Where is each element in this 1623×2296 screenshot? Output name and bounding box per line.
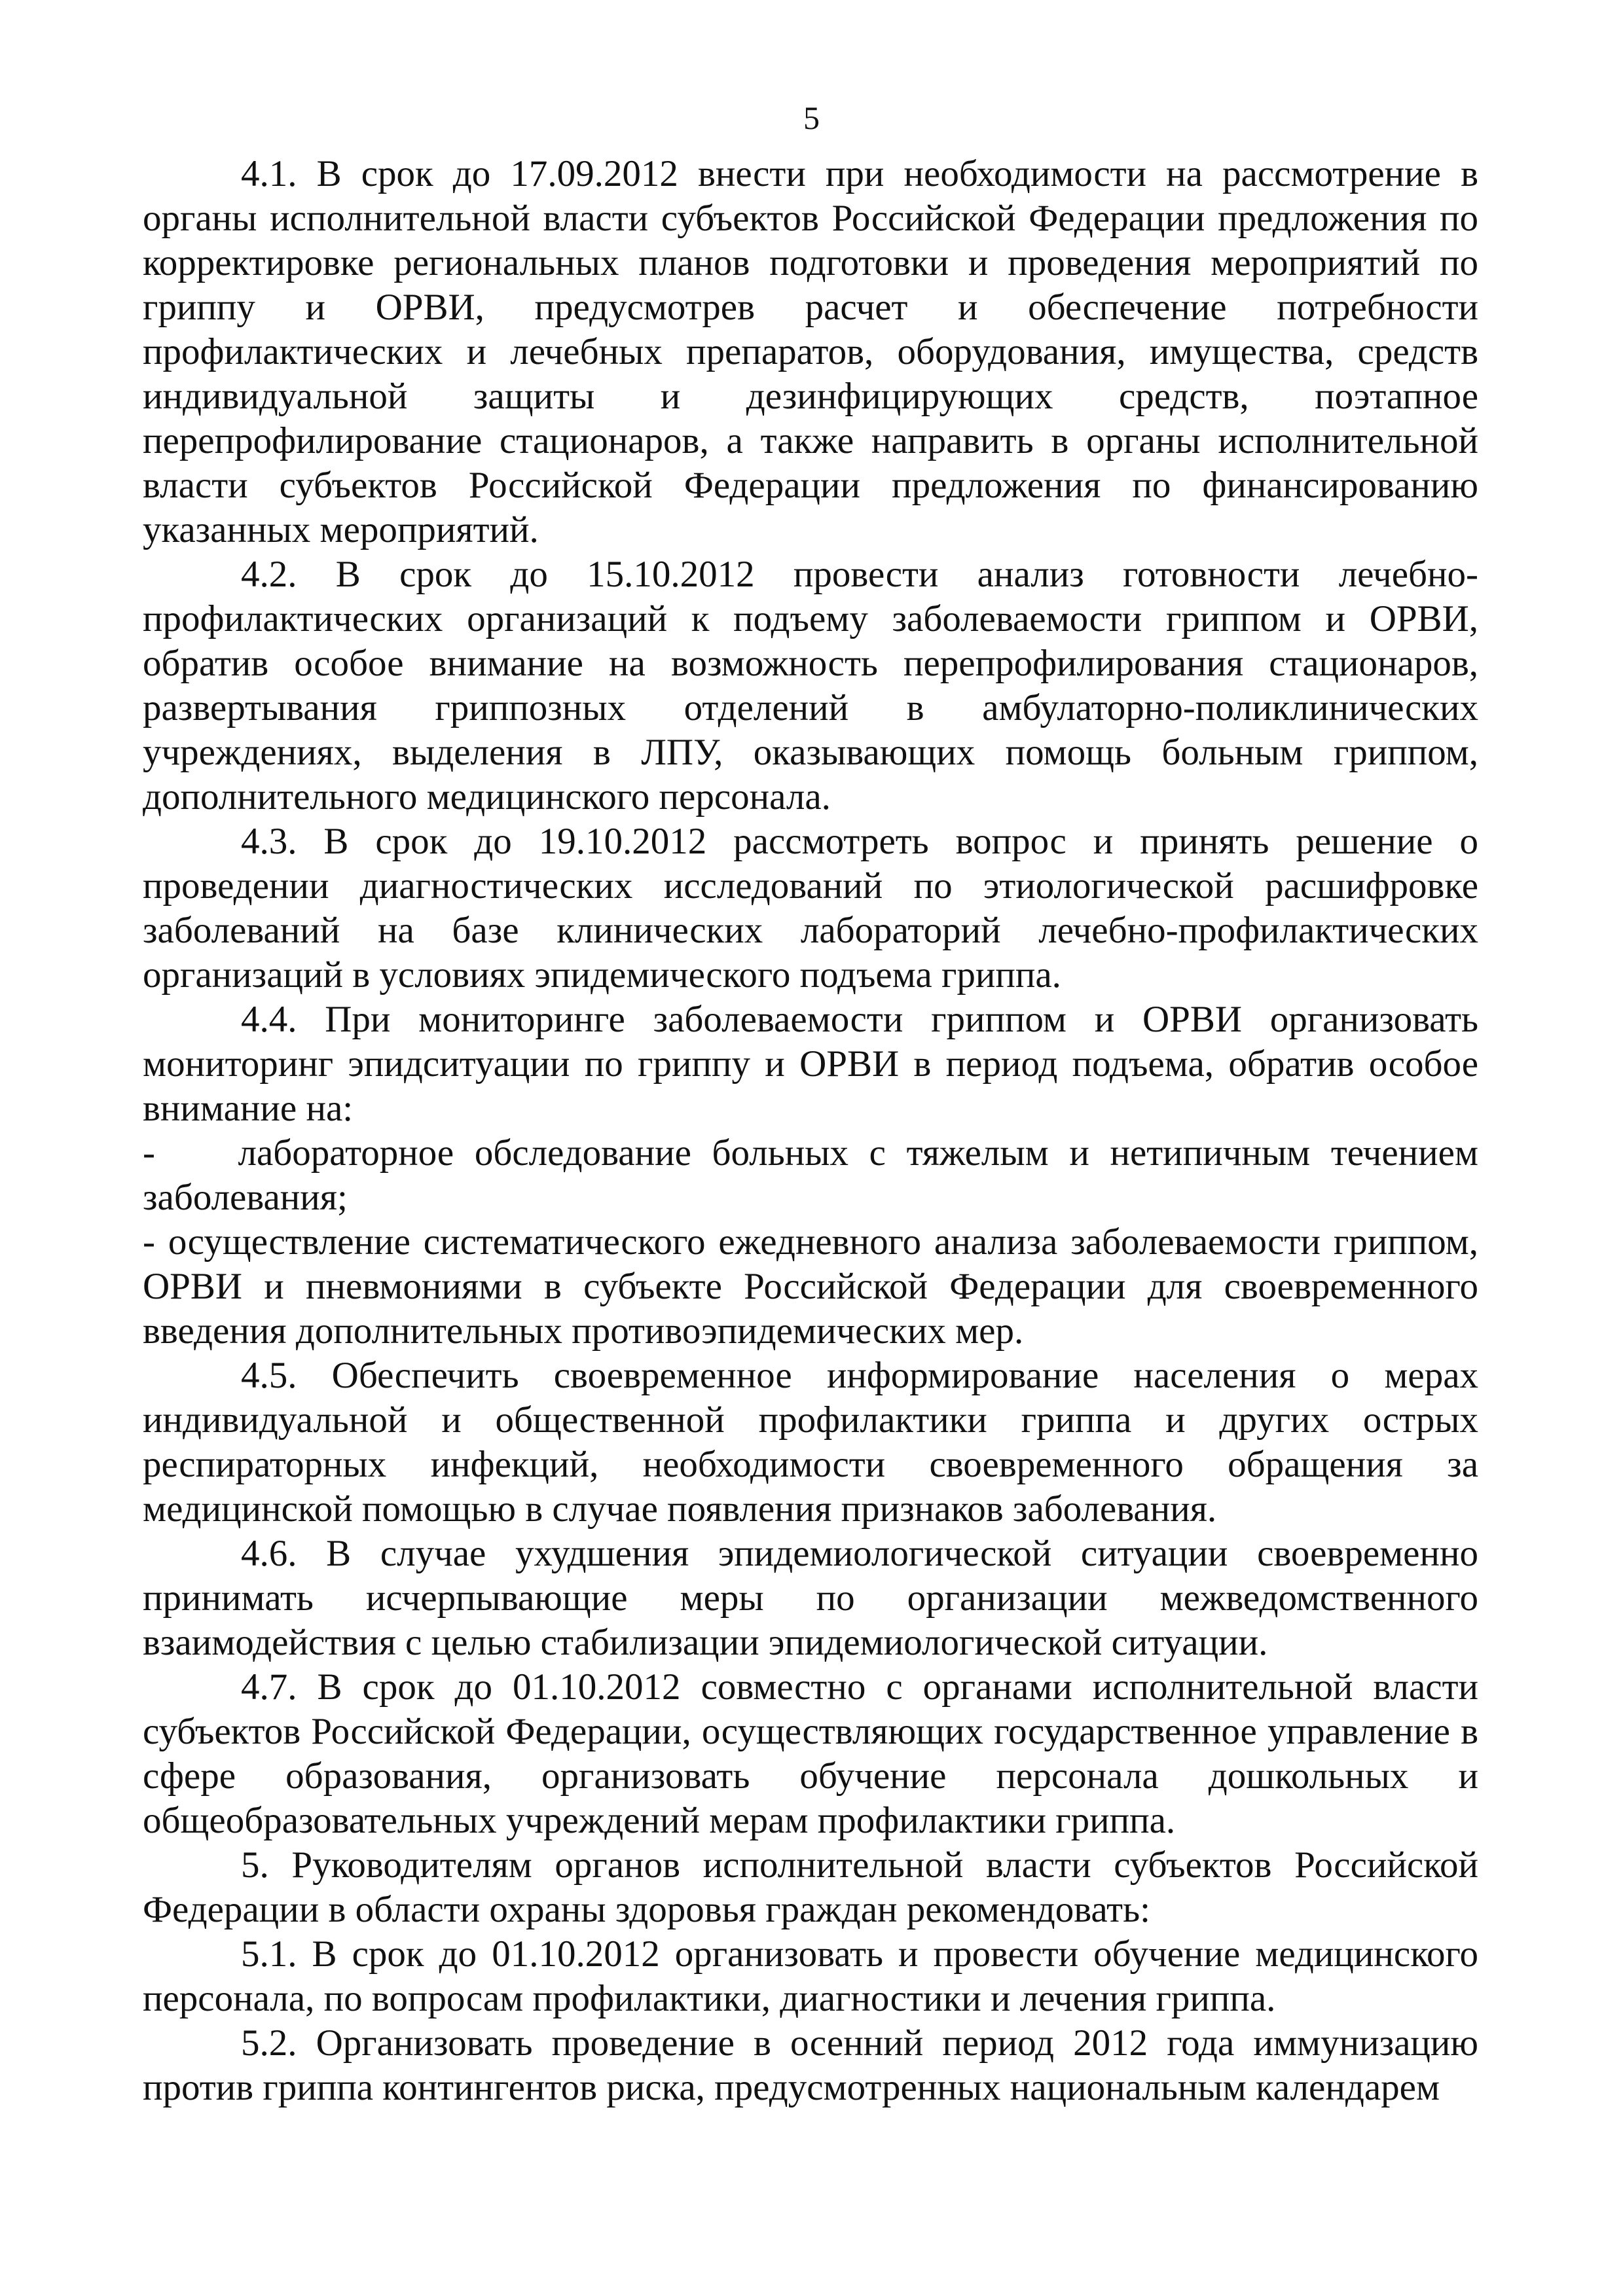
paragraph-5-1: 5.1. В срок до 01.10.2012 организовать и провести обучение медицинского персонала, по вопросам профилактики, диагностики и лечения гриппа. bbox=[143, 1933, 1478, 2019]
paragraph-4-6: 4.6. В случае ухудшения эпидемиологической ситуации своевременно принимать исчерпывающие меры по организации межведомственного взаимодействия с целью стабилизации эпидемиологической ситуации. bbox=[143, 1533, 1478, 1663]
paragraph-4-7: 4.7. В срок до 01.10.2012 совместно с органами исполнительной власти субъектов Российской Федерации, осуществляющих государственное управление в сфере образования, организовать обучение персонала дошкольных и общеобразовательных учреждений мерам профилактики гриппа. bbox=[143, 1666, 1478, 1841]
paragraph-4-2: 4.2. В срок до 15.10.2012 провести анализ готовности лечебно-профилактических организаций к подъему заболеваемости гриппом и ОРВИ, обратив особое внимание на возможность перепрофилирования стационаров, развертывания гриппозных отделений в амбулаторно-поликлинических учреждениях, выделения в ЛПУ, оказывающих помощь больным гриппом, дополнительного медицинского персонала. bbox=[143, 554, 1478, 817]
paragraph-4-1: 4.1. В срок до 17.09.2012 внести при необходимости на рассмотрение в органы исполнительной власти субъектов Российской Федерации предложения по корректировке региональных планов подготовки и проведения мероприятий по гриппу и ОРВИ, предусмотрев расчет и обеспечение потребности профилактических и лечебных препаратов, оборудования, имущества, средств индивидуальной защиты и дезинфицирующих средств, поэтапное перепрофилирование стационаров, а также направить в органы исполнительной власти субъектов Российской Федерации предложения по финансированию указанных мероприятий. bbox=[143, 153, 1478, 550]
paragraph-4-4: 4.4. При мониторинге заболеваемости гриппом и ОРВИ организовать мониторинг эпидситуации по гриппу и ОРВИ в период подъема, обратив особое внимание на: bbox=[143, 999, 1478, 1129]
list-item-daily-analysis: - осуществление систематического ежедневного анализа заболеваемости гриппом, ОРВИ и пневмониями в субъекте Российской Федерации для своевременного введения дополнительных противоэпидемических мер. bbox=[143, 1221, 1478, 1352]
paragraph-5-2: 5.2. Организовать проведение в осенний период 2012 года иммунизацию против гриппа контингентов риска, предусмотренных национальным календарем bbox=[143, 2022, 1478, 2108]
page-number: 5 bbox=[803, 99, 820, 136]
paragraph-4-3: 4.3. В срок до 19.10.2012 рассмотреть вопрос и принять решение о проведении диагностических исследований по этиологической расшифровке заболеваний на базе клинических лабораторий лечебно-профилактических организаций в условиях эпидемического подъема гриппа. bbox=[143, 821, 1478, 996]
paragraph-4-5: 4.5. Обеспечить своевременное информирование населения о мерах индивидуальной и общественной профилактики гриппа и других острых респираторных инфекций, необходимости своевременного обращения за медицинской помощью в случае появления признаков заболевания. bbox=[143, 1355, 1478, 1530]
list-item-lab-examination: - лабораторное обследование больных с тяжелым и нетипичным течением заболевания; bbox=[143, 1132, 1478, 1218]
document-body bbox=[143, 152, 1478, 2110]
paragraph-5: 5. Руководителям органов исполнительной власти субъектов Российской Федерации в области охраны здоровья граждан рекомендовать: bbox=[143, 1844, 1478, 1930]
